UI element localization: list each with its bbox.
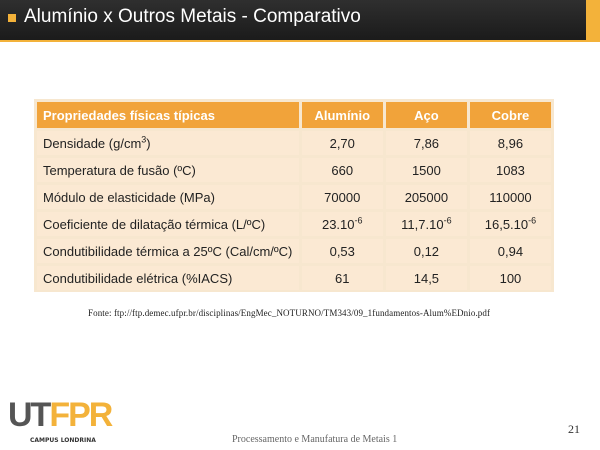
logo-ut: UT (8, 396, 50, 434)
title-bar-underline (0, 40, 600, 42)
table-row (37, 212, 551, 236)
cell-cobre: 110000 (470, 185, 551, 209)
header-aluminio: Alumínio (302, 102, 383, 128)
value-text: 11,7.10 (401, 216, 444, 232)
value-text: 16,5.10 (484, 216, 529, 232)
header-property: Propriedades físicas típicas (37, 102, 299, 128)
table-row (37, 158, 551, 182)
cell-cobre: 1083 (470, 158, 551, 182)
value-exponent: -6 (443, 215, 452, 226)
header-aco: Aço (386, 102, 467, 128)
cell-property: Temperatura de fusão (ºC) (37, 158, 299, 182)
table-row (37, 266, 551, 290)
cell-property (37, 131, 299, 155)
value-exponent: -6 (354, 215, 363, 226)
cell-aluminio: 660 (302, 158, 383, 182)
title-bar (0, 0, 600, 42)
cell-property: Condutibilidade térmica a 25ºC (Cal/cm/ºC) (37, 239, 299, 263)
slide-title: Alumínio x Outros Metais - Comparativo (24, 6, 361, 27)
comparison-table (34, 99, 554, 293)
logo-fpr: FPR (49, 396, 112, 434)
cell-aluminio: 0,53 (302, 239, 383, 263)
cell-aco: 7,86 (386, 131, 467, 155)
cell-aco: 14,5 (386, 266, 467, 290)
cell-aco (386, 212, 467, 236)
cell-aco: 0,12 (386, 239, 467, 263)
cell-cobre: 100 (470, 266, 551, 290)
comparison-table-container (34, 99, 554, 292)
property-superscript: 3 (141, 134, 147, 145)
cell-property: Condutibilidade elétrica (%IACS) (37, 266, 299, 290)
cell-aco: 1500 (386, 158, 467, 182)
table-header-row (37, 102, 551, 128)
property-tail: ) (146, 135, 151, 151)
table-row (37, 185, 551, 209)
bullet-icon (8, 14, 16, 22)
cell-aluminio: 70000 (302, 185, 383, 209)
value-exponent: -6 (528, 215, 537, 226)
cell-cobre: 8,96 (470, 131, 551, 155)
footer-course: Processamento e Manufatura de Metais 1 (232, 434, 398, 445)
header-cobre: Cobre (470, 102, 551, 128)
cell-aco: 205000 (386, 185, 467, 209)
cell-cobre (470, 212, 551, 236)
page-number: 21 (568, 422, 580, 436)
cell-cobre: 0,94 (470, 239, 551, 263)
cell-property: Coeficiente de dilatação térmica (L/ºC) (37, 212, 299, 236)
logo-campus: CAMPUS LONDRINA (30, 437, 96, 444)
title-row (8, 6, 361, 28)
cell-aluminio: 2,70 (302, 131, 383, 155)
cell-aluminio: 61 (302, 266, 383, 290)
value-text: 23.10 (321, 216, 355, 232)
title-bar-accent (586, 0, 600, 42)
cell-aluminio (302, 212, 383, 236)
logo-letters (8, 396, 111, 435)
utfpr-logo (8, 396, 112, 444)
property-text: Densidade (g/cm (43, 135, 142, 151)
source-citation: Fonte: ftp://ftp.demec.ufpr.br/disciplinas/EngMec_NOTURNO/TM343/09_1fundamentos-Alum%EDnio.pdf (88, 308, 491, 318)
cell-property: Módulo de elasticidade (MPa) (37, 185, 299, 209)
table-row (37, 239, 551, 263)
table-row (37, 131, 551, 155)
